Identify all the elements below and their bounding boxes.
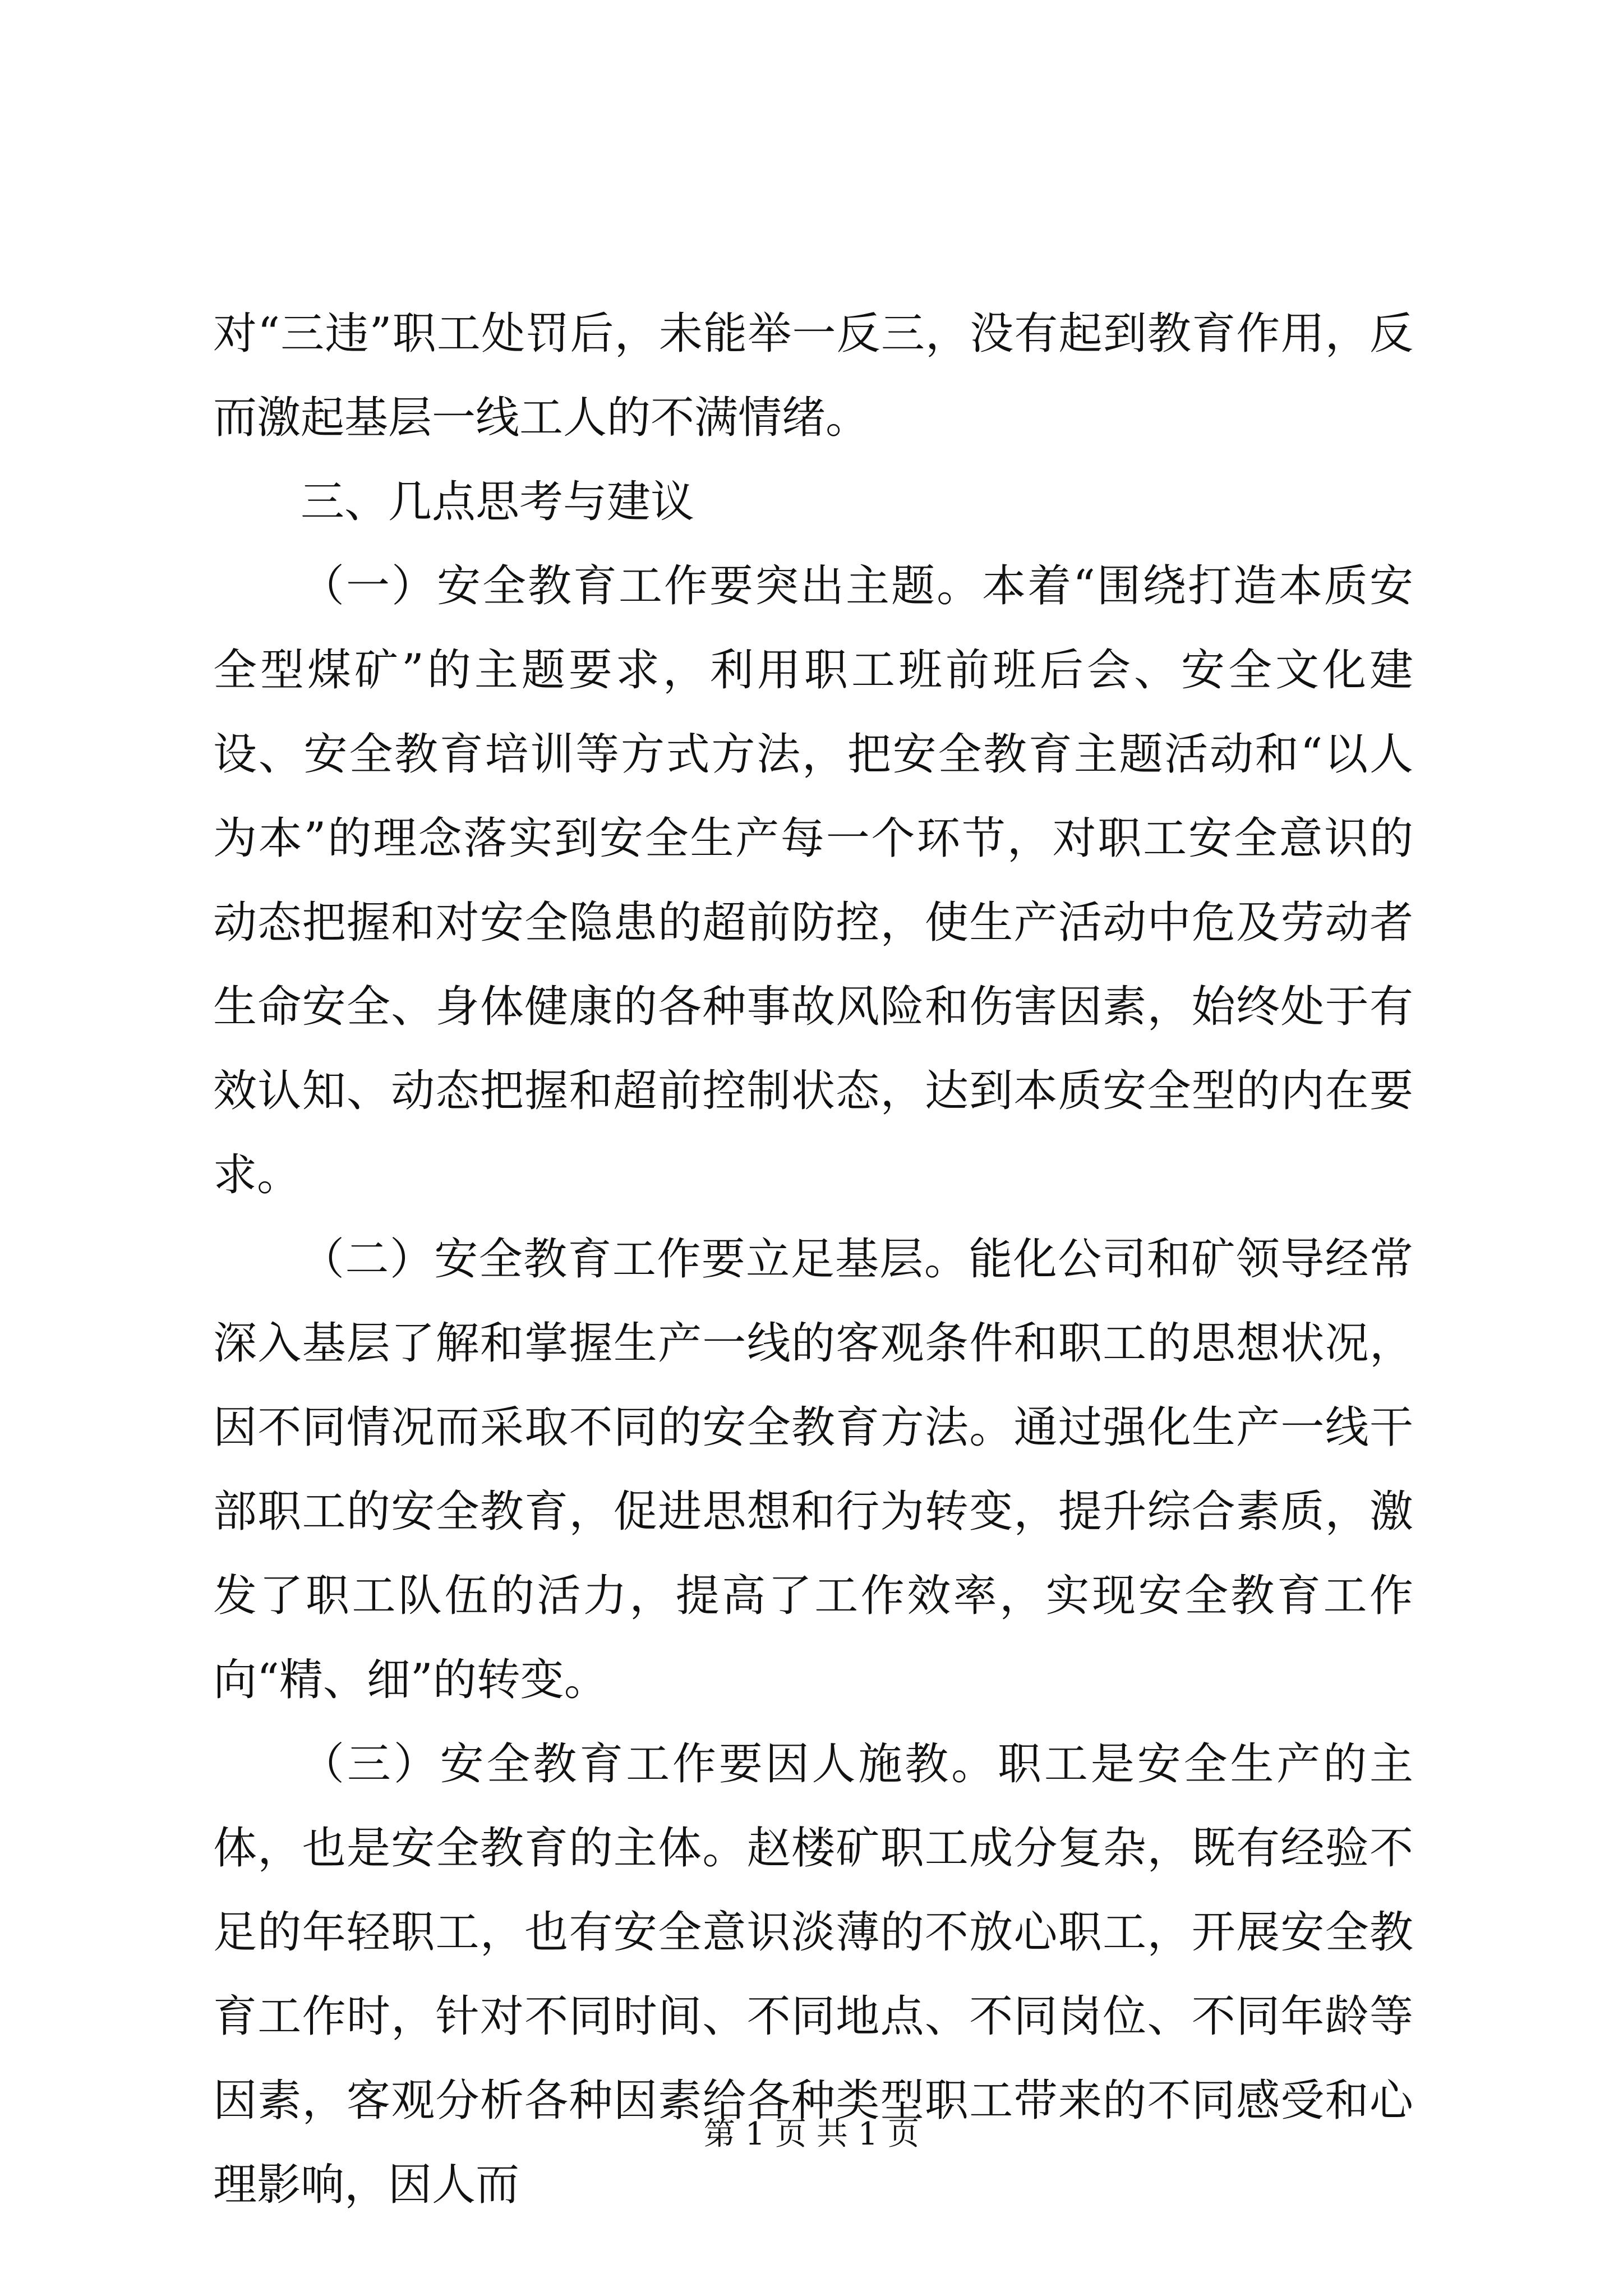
paragraph-theme: （一）安全教育工作要突出主题。本着“围绕打造本质安全型煤矿”的主题要求，利用职工班前班后会、安全文化建设、安全教育培训等方式方法，把安全教育主题活动和“以人为本”的理念落实到安全生产每一个环节，对职工安全意识的动态把握和对安全隐患的超前防控，使生产活动中危及劳动者生命安全、身体健康的各种事故风险和伤害因素，始终处于有效认知、动态把握和超前控制状态，达到本质安全型的内在要求。	[213, 561, 1413, 1200]
paragraph-continuation: 对“三违”职工处罚后，未能举一反三，没有起到教育作用，反而激起基层一线工人的不满情绪。	[213, 309, 1413, 443]
paragraph-grassroots: （二）安全教育工作要立足基层。能化公司和矿领导经常深入基层了解和掌握生产一线的客观条件和职工的思想状况，因不同情况而采取不同的安全教育方法。通过强化生产一线干部职工的安全教育，促进思想和行为转变，提升综合素质，激发了职工队伍的活力，提高了工作效率，实现安全教育工作向“精、细”的转变。	[213, 1234, 1413, 1705]
paragraph-individualized: （三）安全教育工作要因人施教。职工是安全生产的主体，也是安全教育的主体。赵楼矿职工成分复杂，既有经验不足的年轻职工，也有安全意识淡薄的不放心职工，开展安全教育工作时，针对不同时间、不同地点、不同岗位、不同年龄等因素，客观分析各种因素给各种类型职工带来的不同感受和心理影响，因人而	[213, 1739, 1413, 2210]
page-footer: 第 1 页 共 1 页	[703, 2116, 920, 2152]
document-body	[213, 292, 1413, 2227]
section-heading: 三、几点思考与建议	[301, 477, 695, 527]
